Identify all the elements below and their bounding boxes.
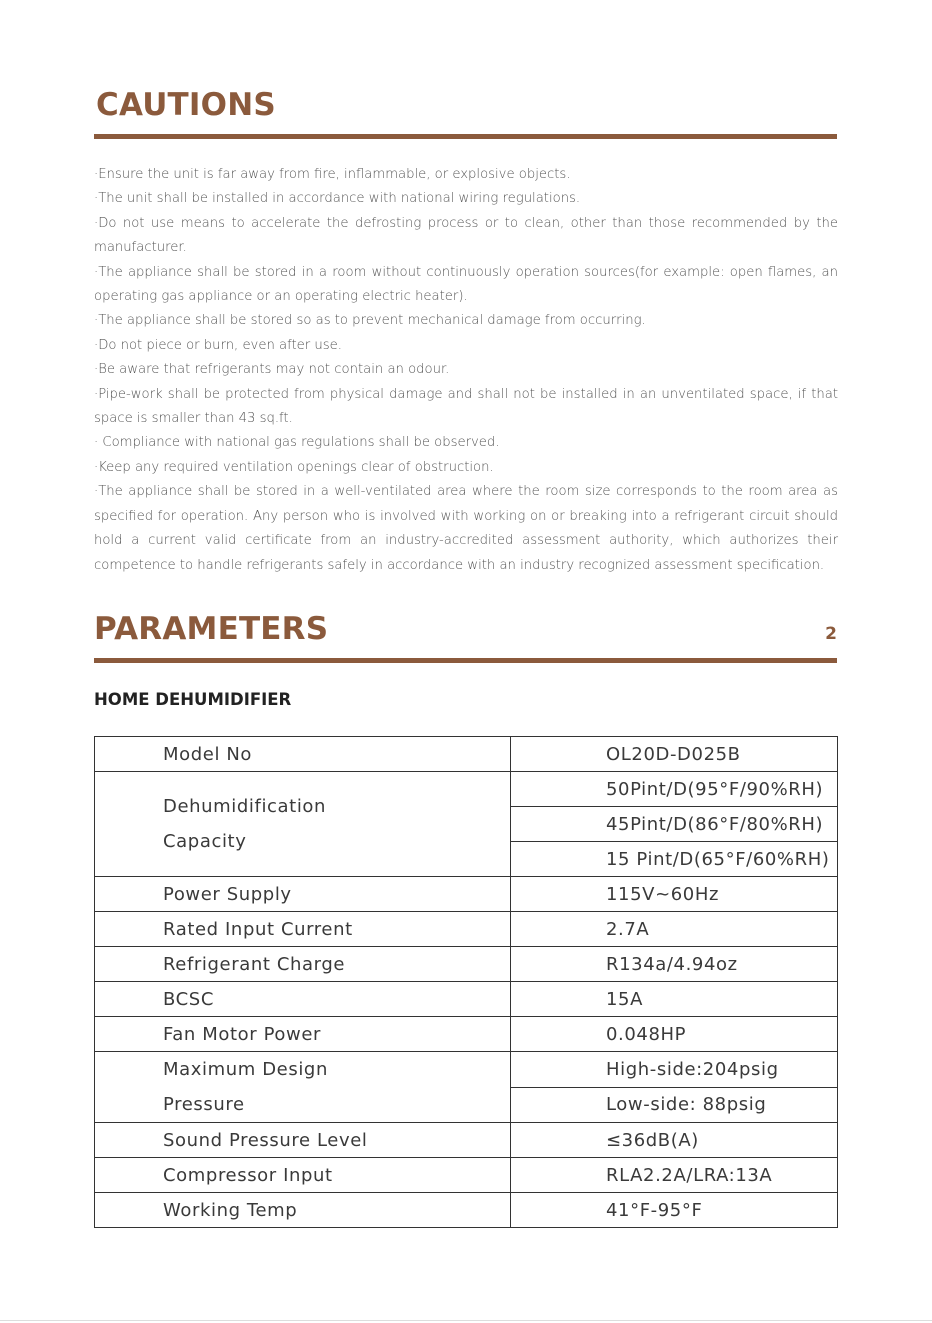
caution-item: ·The appliance shall be stored so as to prevent mechanical damage from occurring. (94, 313, 646, 329)
param-label (95, 772, 511, 877)
param-label-line: Dehumidification (163, 796, 327, 817)
param-value: Low-side: 88psig (511, 1087, 838, 1123)
section-divider (94, 134, 837, 139)
param-value: 0.048HP (511, 1017, 838, 1052)
table-row (95, 1123, 838, 1158)
caution-item: ·Do not use means to accelerate the defrosting process or to clean, other than those recommended by the manufacturer. (94, 215, 838, 256)
param-value: 45Pint/D(86°F/80%RH) (511, 807, 838, 842)
table-row (95, 737, 838, 772)
table-row (95, 982, 838, 1017)
param-value: R134a/4.94oz (511, 947, 838, 982)
caution-item: · Compliance with national gas regulations shall be observed. (94, 435, 500, 451)
caution-item: ·The appliance shall be stored in a room without continuously operation sources(for example: open flames, an operating gas appliance or an operating electric heater). (94, 264, 838, 305)
caution-item: ·Keep any required ventilation openings clear of obstruction. (94, 459, 494, 475)
param-label: Rated Input Current (95, 912, 511, 947)
param-label-line: Capacity (163, 831, 247, 852)
table-row (95, 1193, 838, 1228)
param-value: 115V~60Hz (511, 877, 838, 912)
param-value: 15A (511, 982, 838, 1017)
parameters-table (94, 736, 838, 1228)
param-label: Fan Motor Power (95, 1017, 511, 1052)
table-row (95, 877, 838, 912)
param-label (95, 1052, 511, 1123)
product-subtitle: HOME DEHUMIDIFIER (94, 690, 292, 709)
param-value: 15 Pint/D(65°F/60%RH) (511, 842, 838, 877)
caution-item: ·The appliance shall be stored in a well-ventilated area where the room size corresponds to the room area as specified for operation. Any person who is involved with working on or breaking into a refrigerant circuit should hold a current valid certificate from an industry-accredited assessment authority, which authorizes their competence to handle refrigerants safely in accordance with an industry recognized assessment specification. (94, 484, 838, 573)
param-label: BCSC (95, 982, 511, 1017)
parameters-title: PARAMETERS (94, 611, 329, 647)
param-value: 2.7A (511, 912, 838, 947)
section-divider (94, 658, 837, 663)
param-label: Model No (95, 737, 511, 772)
table-row (95, 1158, 838, 1193)
caution-item: ·Do not piece or burn, even after use. (94, 337, 342, 353)
table-row (95, 1017, 838, 1052)
param-value: ≤36dB(A) (511, 1123, 838, 1158)
caution-item: ·Be aware that refrigerants may not contain an odour. (94, 362, 450, 378)
table-row (95, 772, 838, 807)
param-value: 41°F-95°F (511, 1193, 838, 1228)
param-label: Compressor Input (95, 1158, 511, 1193)
param-label: Sound Pressure Level (95, 1123, 511, 1158)
cautions-title: CAUTIONS (96, 87, 276, 123)
table-row (95, 912, 838, 947)
param-label: Refrigerant Charge (95, 947, 511, 982)
cautions-list (94, 163, 838, 578)
caution-item: ·Ensure the unit is far away from fire, inflammable, or explosive objects. (94, 167, 571, 182)
param-value: OL20D-D025B (511, 737, 838, 772)
param-value: High-side:204psig (511, 1052, 838, 1088)
table-row (95, 1052, 838, 1088)
param-value: 50Pint/D(95°F/90%RH) (511, 772, 838, 807)
caution-item: ·Pipe-work shall be protected from physical damage and shall not be installed in an unventilated space, if that space is smaller than 43 sq.ft. (94, 386, 838, 427)
table-row (95, 947, 838, 982)
page-number: 2 (825, 624, 837, 644)
caution-item: ·The unit shall be installed in accordance with national wiring regulations. (94, 191, 581, 207)
param-label-line: Maximum Design (163, 1059, 328, 1080)
param-label-line: Pressure (163, 1094, 245, 1115)
footer-divider (0, 1320, 932, 1321)
param-label: Power Supply (95, 877, 511, 912)
param-value: RLA2.2A/LRA:13A (511, 1158, 838, 1193)
param-label: Working Temp (95, 1193, 511, 1228)
